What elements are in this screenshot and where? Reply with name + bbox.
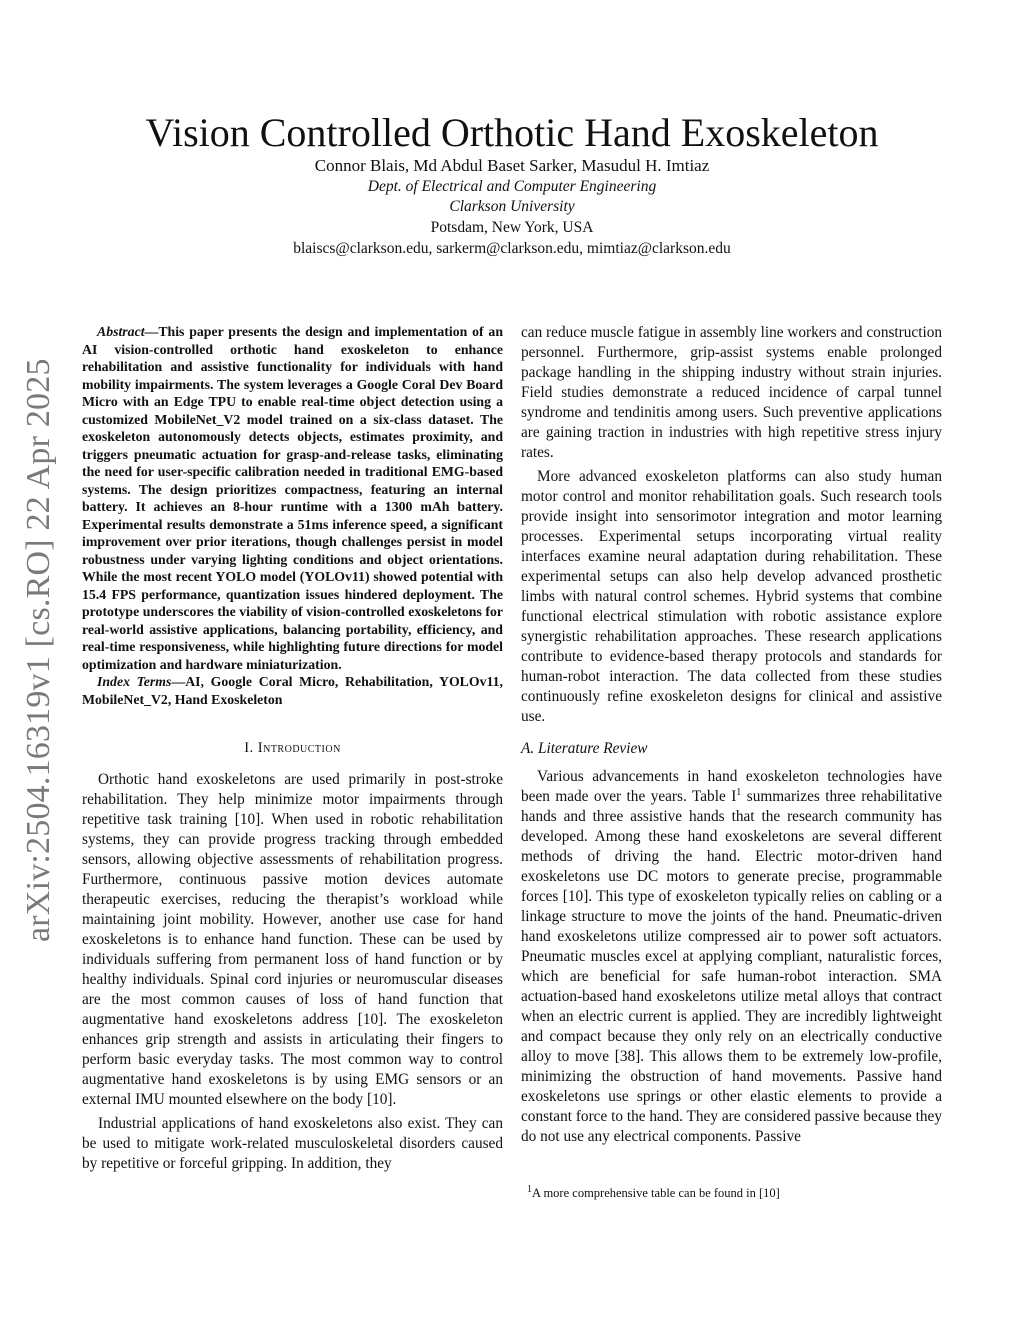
abstract-text: —This paper presents the design and implementation of an AI vision-controlled orthotic hand exoskeleton to enhance rehabilitation and assistive functionality for individuals with hand mobility impairments. The system leverages a Google Coral Dev Board Micro with an Edge TPU to enable real-time object detection using a customized MobileNet_V2 model trained on a six-class dataset. The exoskeleton autonomously detects objects, estimates proximity, and triggers pneumatic actuation for grasp-and-release tasks, eliminating the need for user-specific calibration needed in traditional EMG-based systems. The design prioritizes compactness, featuring an internal battery. It achieves an 8-hour runtime with a 1300 mAh battery. Experimental results demonstrate a 51ms inference speed, a significant improvement over prior iterations, though challenges persist in model robustness under varying lighting conditions and object orientations. While the most recent YOLO model (YOLOv11) showed potential with 15.4 FPS performance, quantization issues hindered deployment. The prototype underscores the viability of vision-controlled exoskeletons for real-world assistive applications, balancing portability, efficiency, and real-time responsiveness, while highlighting future directions for model optimization and hardware miniaturization. [82,324,503,672]
affiliation-university: Clarkson University [449,198,575,215]
section-heading-introduction: I. Introduction [244,740,341,756]
intro-paragraph-2: Industrial applications of hand exoskeletons also exist. They can be used to mitigate work-related musculoskeletal disorders caused by repetitive or forceful gripping. In addition, they [82,1115,503,1172]
index-terms-text: —AI, Google Coral Micro, Rehabilitation, YOLOv11, MobileNet_V2, Hand Exoskeleton [82,674,503,707]
literature-text-rest: summarizes three rehabilitative hands and three assistive hands that the research community has developed. Among these hand exoskeletons are several different methods of driving the hand. Electric motor-driven hand exoskeletons use DC motors to generate precise, programmable forces [10]. This type of exoskeleton typically relies on cabling or a linkage structure to move the joints of the hand. Pneumatic-driven hand exoskeletons utilize compressed air to power soft actuators. Pneumatic muscles excel at applying compliant, naturalistic forces, which are beneficial for safe human-robot interaction. SMA actuation-based hand exoskeletons utilize metal alloys that contract when an electric current is applied. They are incredibly lightweight and compact because they only rely on an electrically conductive alloy to move [38]. This allows them to be extremely low-profile, minimizing the obstruction of hand movements. Passive hand exoskeletons use springs or other elastic elements to provide a constant force to the hand. They are considered passive because they do not use any electrical components. Passive [521,788,943,1145]
footnote-mark: 1 [527,1183,532,1195]
affiliation-department: Dept. of Electrical and Computer Engineering [367,178,657,195]
abstract [82,323,503,673]
index-terms-label: Index Terms [97,674,172,689]
left-column [82,323,503,1178]
abstract-label: Abstract [97,324,145,339]
continued-paragraph: can reduce muscle fatigue in assembly line workers and construction personnel. Furthermore, grip-assist systems enable prolonged package handling in the shipping industry without strain injuries. Field studies demonstrate a reduced incidence of carpal tunnel syndrome and tendinitis among users. Such preventive applications are gaining traction in industries with high repetitive stress injury rates. [521,324,942,461]
right-column [521,323,942,1151]
footnote-marker: 1 [736,786,742,798]
research-paragraph: More advanced exoskeleton platforms can also study human motor control and monitor rehabilitation goals. Such research tools provide insight into sensorimotor integration and motor learning processes. Experimental setups incorporating virtual reality interfaces examine neural adaptation during rehabilitation. These experimental setups can also help develop advanced prosthetic limbs with natural control schemes. Hybrid systems that combine functional electrical stimulation with robotic assistance explore synergistic rehabilitation approaches. These research applications contribute to evidence-based therapy protocols and standards for human-robot interaction. The data collected from these studies continuously refine exoskeleton designs for clinical and assistive use. [521,468,942,725]
author-emails: blaiscs@clarkson.edu, sarkerm@clarkson.edu, mimtiaz@clarkson.edu [293,240,731,257]
literature-paragraph [521,767,942,1147]
paper-title: Vision Controlled Orthotic Hand Exoskeleton [145,109,879,155]
arxiv-identifier: arXiv:2504.16319v1 [cs.RO] 22 Apr 2025 [20,358,57,942]
footnote-text: A more comprehensive table can be found in [10] [532,1186,780,1200]
literature-text-start: Various advancements in hand exoskeleton technologies have been made over the years. Table I [521,768,942,805]
index-terms [82,673,503,708]
affiliation-location: Potsdam, New York, USA [430,219,594,236]
intro-paragraph-1: Orthotic hand exoskeletons are used primarily in post-stroke rehabilitation. They help minimize motor impairments through repetitive task training [10]. When used in robotic rehabilitation systems, they can provide progress tracking through embedded sensors, allowing objective assessments of rehabilitation progress. Furthermore, continuous passive motion devices automate therapeutic exercises, reducing the therapist’s workload while maintaining joint mobility. However, another use case for hand exoskeletons is to enhance hand function. These can be used by individuals suffering from permanent loss of hand function or by healthy individuals. Spinal cord injuries or neuromuscular diseases are the most common causes of loss of hand function that augmentative hand exoskeletons address [10]. The exoskeleton enhances grip strength and assists in articulating their fingers to perform basic everyday tasks. The most common way to control augmentative hand exoskeletons is by using EMG sensors or an external IMU mounted elsewhere on the body [10]. [82,771,503,1108]
subsection-heading-literature-review: A. Literature Review [521,740,648,757]
author-list: Connor Blais, Md Abdul Baset Sarker, Masudul H. Imtiaz [314,156,710,175]
footnote [527,1183,967,1201]
